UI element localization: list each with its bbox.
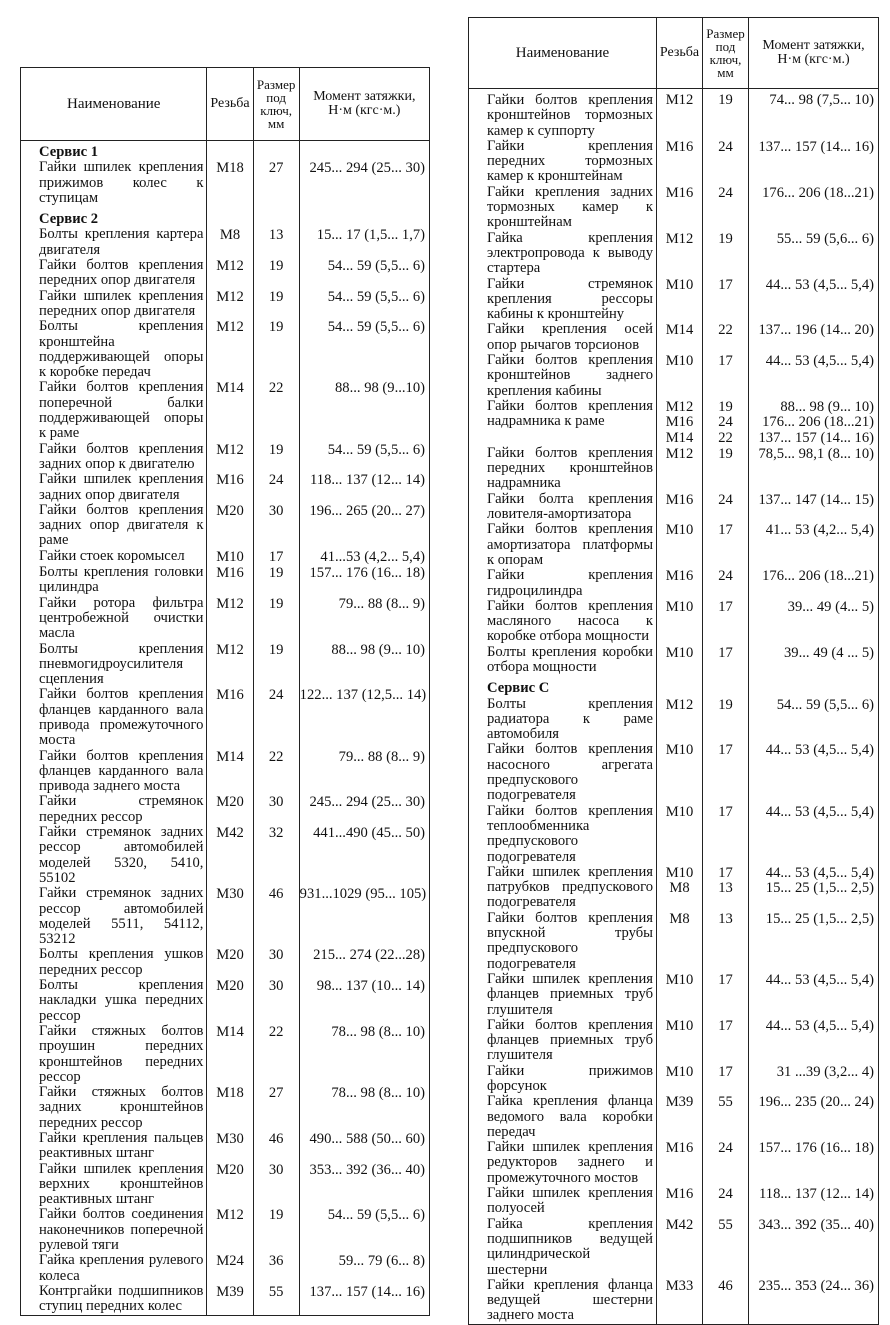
thread-cell: M12	[657, 446, 703, 492]
torque-cell: 44... 53 (4,5... 5,4)	[749, 742, 879, 803]
thread-cell: M16	[657, 185, 703, 231]
thread-cell: M12	[657, 231, 703, 277]
fastener-name-cell: Гайки прижимов форсунок	[469, 1064, 657, 1095]
table-row	[469, 1064, 879, 1095]
table-row	[21, 442, 430, 473]
fastener-name-cell: Гайка крепления электропровода к выводу стартера	[469, 231, 657, 277]
section-heading-row	[21, 206, 430, 227]
thread-cell: M39	[657, 1094, 703, 1140]
key-size-cell: 17	[703, 599, 749, 645]
fastener-name-cell: Гайки шпилек крепления задних опор двигателя	[21, 472, 207, 503]
table-row	[469, 697, 879, 743]
table-row	[469, 645, 879, 676]
fastener-name-cell: Гайки болтов крепления фланцев карданного вала привода заднего моста	[21, 749, 207, 795]
torque-cell: 215... 274 (22...28)	[299, 947, 429, 978]
fastener-name-cell: Гайки болтов крепления амортизатора платформы к опорам	[469, 522, 657, 568]
fastener-name-cell: Гайки болтов крепления фланцев приемных труб глушителя	[469, 1018, 657, 1064]
fastener-name-cell: Гайки ротора фильтра центробежной очистки масла	[21, 596, 207, 642]
fastener-name-cell: Гайки болтов крепления надрамника к раме	[469, 399, 657, 446]
key-size-cell: 17	[703, 1064, 749, 1095]
thread-cell: M10	[657, 522, 703, 568]
torque-cell: 343... 392 (35... 40)	[749, 1217, 879, 1278]
table-row	[21, 1162, 430, 1208]
table-row	[21, 642, 430, 688]
torque-cell: 137... 157 (14... 16)	[299, 1284, 429, 1315]
table-body-right	[469, 89, 879, 1325]
torque-cell: 157... 176 (16... 18)	[749, 1140, 879, 1186]
table-row	[21, 503, 430, 549]
fastener-name-cell: Гайки стремянок задних рессор автомобилей моделей 5511, 54112, 53212	[21, 886, 207, 947]
thread-cell: M10	[657, 277, 703, 323]
thread-cell: M20	[207, 794, 253, 825]
fastener-name-cell: Гайки шпилек крепления передних опор двигателя	[21, 289, 207, 320]
fastener-name-cell: Гайки болтов крепления кронштейнов заднего крепления кабины	[469, 353, 657, 399]
fastener-name-cell: Гайки шпилек крепления прижимов колес к ступицам	[21, 160, 207, 206]
thread-cell: M14	[207, 1024, 253, 1085]
column-header-thread: Резьба	[657, 18, 703, 89]
key-size-cell: 19	[253, 596, 299, 642]
key-size-cell: 55	[703, 1217, 749, 1278]
key-size-cell: 19	[253, 1207, 299, 1253]
thread-cell: M16	[207, 687, 253, 748]
thread-cell: M20	[207, 947, 253, 978]
thread-cell: M39	[207, 1284, 253, 1315]
fastener-name-cell: Гайки болтов крепления задних опор двигателя к раме	[21, 503, 207, 549]
thread-cell: M12	[207, 319, 253, 380]
table-row	[21, 1131, 430, 1162]
table-row	[469, 1278, 879, 1324]
key-size-cell: 46	[253, 1131, 299, 1162]
table-row	[469, 399, 879, 446]
thread-cell: M10	[657, 645, 703, 676]
table-row	[21, 1024, 430, 1085]
thread-cell: M20	[207, 503, 253, 549]
key-size-cell: 17	[253, 549, 299, 565]
torque-cell: 137... 196 (14... 20)	[749, 322, 879, 353]
torque-cell: 44... 53 (4,5... 5,4) 15... 25 (1,5... 2,5)	[749, 865, 879, 911]
thread-cell: M10	[207, 549, 253, 565]
key-size-cell: 24	[253, 472, 299, 503]
fastener-name-cell: Гайки крепления пальцев реактивных штанг	[21, 1131, 207, 1162]
section-heading: Сервис 1	[21, 141, 207, 161]
fastener-name-cell: Гайки шпилек крепления редукторов заднего и промежуточного мостов	[469, 1140, 657, 1186]
table-body-left	[21, 141, 430, 1316]
fastener-name-cell: Гайки болтов крепления насосного агрегата предпускового подогревателя	[469, 742, 657, 803]
key-size-cell: 27	[253, 160, 299, 206]
thread-cell: M16	[657, 492, 703, 523]
fastener-name-cell: Гайки болтов соединения наконечников поперечной рулевой тяги	[21, 1207, 207, 1253]
key-size-cell: 27	[253, 1085, 299, 1131]
torque-cell: 78... 98 (8... 10)	[299, 1024, 429, 1085]
empty-cell	[207, 141, 253, 161]
key-size-cell: 19	[703, 231, 749, 277]
table-row	[21, 886, 430, 947]
thread-cell: M12	[207, 442, 253, 473]
thread-cell: M10	[657, 804, 703, 865]
thread-cell: M16	[657, 1186, 703, 1217]
thread-cell: M10	[657, 972, 703, 1018]
table-row	[21, 947, 430, 978]
key-size-cell: 24	[703, 1186, 749, 1217]
key-size-cell: 30	[253, 978, 299, 1024]
torque-cell: 78... 98 (8... 10)	[299, 1085, 429, 1131]
table-row	[21, 549, 430, 565]
key-size-cell: 17	[703, 522, 749, 568]
torque-cell: 44... 53 (4,5... 5,4)	[749, 277, 879, 323]
torque-cell: 15... 17 (1,5... 1,7)	[299, 227, 429, 258]
thread-cell: M30	[207, 886, 253, 947]
thread-cell: M12	[657, 89, 703, 139]
torque-cell: 78,5... 98,1 (8... 10)	[749, 446, 879, 492]
thread-cell: M16	[657, 139, 703, 185]
key-size-cell: 30	[253, 503, 299, 549]
table-row	[21, 258, 430, 289]
torque-cell: 157... 176 (16... 18)	[299, 565, 429, 596]
table-row	[469, 353, 879, 399]
thread-cell: M8	[207, 227, 253, 258]
fastener-name-cell: Гайки крепления гидроцилиндра	[469, 568, 657, 599]
torque-table-right	[468, 17, 879, 1325]
table-row	[469, 322, 879, 353]
torque-cell: 88... 98 (9... 10)	[299, 642, 429, 688]
table-row	[21, 565, 430, 596]
torque-cell: 54... 59 (5,5... 6)	[299, 442, 429, 473]
torque-cell: 353... 392 (36... 40)	[299, 1162, 429, 1208]
key-size-cell: 22	[253, 749, 299, 795]
table-row	[469, 89, 879, 139]
thread-cell: M42	[207, 825, 253, 886]
key-size-cell: 24	[703, 185, 749, 231]
fastener-name-cell: Гайки стяжных болтов задних кронштейнов передних рессор	[21, 1085, 207, 1131]
key-size-cell: 19 24 22	[703, 399, 749, 446]
fastener-name-cell: Болты крепления накладки ушка передних рессор	[21, 978, 207, 1024]
key-size-cell: 17	[703, 277, 749, 323]
table-row	[469, 446, 879, 492]
section-heading: Сервис 2	[21, 206, 207, 227]
torque-cell: 15... 25 (1,5... 2,5)	[749, 911, 879, 972]
section-heading-row	[469, 675, 879, 696]
thread-cell: M14	[657, 322, 703, 353]
table-row	[469, 139, 879, 185]
torque-cell: 54... 59 (5,5... 6)	[299, 289, 429, 320]
table-row	[469, 911, 879, 972]
fastener-name-cell: Болты крепления коробки отбора мощности	[469, 645, 657, 676]
key-size-cell: 19	[703, 697, 749, 743]
torque-cell: 54... 59 (5,5... 6)	[299, 258, 429, 289]
torque-cell: 88... 98 (9... 10) 176... 206 (18...21) 137... 157 (14... 16)	[749, 399, 879, 446]
torque-cell: 41...53 (4,2... 5,4)	[299, 549, 429, 565]
key-size-cell: 17	[703, 972, 749, 1018]
table-row	[469, 742, 879, 803]
fastener-name-cell: Гайка крепления фланца ведомого вала коробки передач	[469, 1094, 657, 1140]
thread-cell: M16	[657, 1140, 703, 1186]
torque-cell: 137... 157 (14... 16)	[749, 139, 879, 185]
thread-cell: M16	[207, 565, 253, 596]
table-row	[469, 865, 879, 911]
thread-cell: M12	[207, 596, 253, 642]
empty-cell	[253, 206, 299, 227]
torque-cell: 59... 79 (6... 8)	[299, 1253, 429, 1284]
table-row	[21, 319, 430, 380]
key-size-cell: 19	[253, 642, 299, 688]
key-size-cell: 24	[703, 568, 749, 599]
thread-cell: M16	[207, 472, 253, 503]
table-row	[21, 749, 430, 795]
torque-cell: 931...1029 (95... 105)	[299, 886, 429, 947]
thread-cell: M18	[207, 160, 253, 206]
thread-cell: M20	[207, 1162, 253, 1208]
column-header-key-size: Размер под ключ, мм	[703, 18, 749, 89]
key-size-cell: 17	[703, 804, 749, 865]
key-size-cell: 32	[253, 825, 299, 886]
torque-cell: 122... 137 (12,5... 14)	[299, 687, 429, 748]
torque-cell: 79... 88 (8... 9)	[299, 596, 429, 642]
key-size-cell: 19	[703, 89, 749, 139]
key-size-cell: 19	[253, 319, 299, 380]
table-row	[469, 568, 879, 599]
table-row	[21, 794, 430, 825]
key-size-cell: 30	[253, 1162, 299, 1208]
column-header-torque: Момент затяжки, Н·м (кгс·м.)	[749, 18, 879, 89]
thread-cell: M33	[657, 1278, 703, 1324]
fastener-name-cell: Болты крепления ушков передних рессор	[21, 947, 207, 978]
thread-cell: M12	[207, 642, 253, 688]
thread-cell: M12	[657, 697, 703, 743]
torque-cell: 44... 53 (4,5... 5,4)	[749, 353, 879, 399]
thread-cell: M10	[657, 599, 703, 645]
key-size-cell: 13	[253, 227, 299, 258]
fastener-name-cell: Гайки болтов крепления передних опор двигателя	[21, 258, 207, 289]
fastener-name-cell: Гайки болтов крепления впускной трубы предпускового подогревателя	[469, 911, 657, 972]
table-row	[469, 804, 879, 865]
fastener-name-cell: Гайки болтов крепления кронштейнов тормозных камер к суппорту	[469, 89, 657, 139]
torque-cell: 54... 59 (5,5... 6)	[749, 697, 879, 743]
empty-cell	[703, 675, 749, 696]
fastener-name-cell: Гайка крепления рулевого колеса	[21, 1253, 207, 1284]
table-row	[21, 380, 430, 441]
column-header-key-size: Размер под ключ, мм	[253, 68, 299, 141]
empty-cell	[749, 675, 879, 696]
torque-cell: 245... 294 (25... 30)	[299, 160, 429, 206]
table-row	[469, 1217, 879, 1278]
key-size-cell: 17	[703, 742, 749, 803]
key-size-cell: 19	[703, 446, 749, 492]
torque-cell: 235... 353 (24... 36)	[749, 1278, 879, 1324]
key-size-cell: 24	[703, 492, 749, 523]
torque-cell: 44... 53 (4,5... 5,4)	[749, 972, 879, 1018]
thread-cell: M12	[207, 1207, 253, 1253]
table-row	[469, 522, 879, 568]
key-size-cell: 46	[703, 1278, 749, 1324]
thread-cell: M16	[657, 568, 703, 599]
table-row	[469, 1018, 879, 1064]
torque-cell: 98... 137 (10... 14)	[299, 978, 429, 1024]
fastener-name-cell: Гайки шпилек крепления полуосей	[469, 1186, 657, 1217]
fastener-name-cell: Гайки стремянок передних рессор	[21, 794, 207, 825]
key-size-cell: 19	[253, 442, 299, 473]
key-size-cell: 24	[703, 1140, 749, 1186]
torque-cell: 74... 98 (7,5... 10)	[749, 89, 879, 139]
thread-cell: M18	[207, 1085, 253, 1131]
torque-cell: 88... 98 (9...10)	[299, 380, 429, 441]
fastener-name-cell: Гайка крепления подшипников ведущей цилиндрической шестерни	[469, 1217, 657, 1278]
key-size-cell: 30	[253, 794, 299, 825]
thread-cell: M42	[657, 1217, 703, 1278]
fastener-name-cell: Гайки крепления фланца ведущей шестерни заднего моста	[469, 1278, 657, 1324]
column-header-thread: Резьба	[207, 68, 253, 141]
key-size-cell: 13	[703, 911, 749, 972]
key-size-cell: 19	[253, 565, 299, 596]
torque-cell: 490... 588 (50... 60)	[299, 1131, 429, 1162]
fastener-name-cell: Гайки болтов крепления поперечной балки поддерживающей опоры к раме	[21, 380, 207, 441]
key-size-cell: 19	[253, 258, 299, 289]
torque-cell: 54... 59 (5,5... 6)	[299, 1207, 429, 1253]
column-header-torque: Момент затяжки, Н·м (кгс·м.)	[299, 68, 429, 141]
table-row	[21, 687, 430, 748]
fastener-name-cell: Гайки болта крепления ловителя-амортизатора	[469, 492, 657, 523]
key-size-cell: 36	[253, 1253, 299, 1284]
fastener-name-cell: Болты крепления кронштейна поддерживающей опоры к коробке передач	[21, 319, 207, 380]
table-row	[21, 978, 430, 1024]
fastener-name-cell: Гайки болтов крепления теплообменника предпускового подогревателя	[469, 804, 657, 865]
fastener-name-cell: Гайки стремянок крепления рессоры кабины к кронштейну	[469, 277, 657, 323]
table-row	[21, 1207, 430, 1253]
empty-cell	[299, 141, 429, 161]
empty-cell	[207, 206, 253, 227]
fastener-name-cell: Гайки крепления осей опор рычагов торсионов	[469, 322, 657, 353]
key-size-cell: 22	[253, 380, 299, 441]
key-size-cell: 22	[253, 1024, 299, 1085]
table-row	[469, 1094, 879, 1140]
thread-cell: M30	[207, 1131, 253, 1162]
key-size-cell: 17	[703, 1018, 749, 1064]
key-size-cell: 17 13	[703, 865, 749, 911]
table-row	[21, 160, 430, 206]
empty-cell	[253, 141, 299, 161]
table-row	[21, 227, 430, 258]
thread-cell: M10 M8	[657, 865, 703, 911]
fastener-name-cell: Болты крепления картера двигателя	[21, 227, 207, 258]
table-row	[469, 231, 879, 277]
torque-cell: 54... 59 (5,5... 6)	[299, 319, 429, 380]
torque-cell: 118... 137 (12... 14)	[749, 1186, 879, 1217]
key-size-cell: 22	[703, 322, 749, 353]
key-size-cell: 55	[253, 1284, 299, 1315]
key-size-cell: 30	[253, 947, 299, 978]
table-row	[21, 472, 430, 503]
thread-cell: M10	[657, 742, 703, 803]
table-row	[469, 599, 879, 645]
torque-cell: 44... 53 (4,5... 5,4)	[749, 1018, 879, 1064]
torque-cell: 79... 88 (8... 9)	[299, 749, 429, 795]
table-row	[21, 596, 430, 642]
table-row	[469, 492, 879, 523]
table-row	[469, 277, 879, 323]
thread-cell: M14	[207, 749, 253, 795]
torque-cell: 39... 49 (4 ... 5)	[749, 645, 879, 676]
fastener-name-cell: Гайки болтов крепления передних кронштейнов надрамника	[469, 446, 657, 492]
column-header-name: Наименование	[21, 68, 207, 141]
key-size-cell: 17	[703, 645, 749, 676]
thread-cell: M24	[207, 1253, 253, 1284]
thread-cell: M12 M16 M14	[657, 399, 703, 446]
thread-cell: M12	[207, 258, 253, 289]
thread-cell: M20	[207, 978, 253, 1024]
fastener-name-cell: Болты крепления радиатора к раме автомобиля	[469, 697, 657, 743]
fastener-name-cell: Болты крепления пневмогидроусилителя сцепления	[21, 642, 207, 688]
table-row	[21, 1284, 430, 1315]
fastener-name-cell: Гайки стоек коромысел	[21, 549, 207, 565]
fastener-name-cell: Гайки болтов крепления масляного насоса к коробке отбора мощности	[469, 599, 657, 645]
fastener-name-cell: Гайки шпилек крепления патрубков предпускового подогревателя	[469, 865, 657, 911]
thread-cell: M10	[657, 353, 703, 399]
torque-cell: 41... 53 (4,2... 5,4)	[749, 522, 879, 568]
thread-cell: M12	[207, 289, 253, 320]
torque-cell: 39... 49 (4... 5)	[749, 599, 879, 645]
table-row	[21, 825, 430, 886]
fastener-name-cell: Гайки болтов крепления фланцев карданного вала привода промежуточного моста	[21, 687, 207, 748]
table-row	[469, 1186, 879, 1217]
table-row	[21, 1253, 430, 1284]
thread-cell: M10	[657, 1018, 703, 1064]
fastener-name-cell: Гайки шпилек крепления верхних кронштейнов реактивных штанг	[21, 1162, 207, 1208]
torque-cell: 137... 147 (14... 15)	[749, 492, 879, 523]
thread-cell: M14	[207, 380, 253, 441]
fastener-name-cell: Гайки стяжных болтов проушин передних кронштейнов передних рессор	[21, 1024, 207, 1085]
torque-cell: 245... 294 (25... 30)	[299, 794, 429, 825]
key-size-cell: 24	[253, 687, 299, 748]
torque-cell: 118... 137 (12... 14)	[299, 472, 429, 503]
table-row	[21, 289, 430, 320]
key-size-cell: 46	[253, 886, 299, 947]
thread-cell: M10	[657, 1064, 703, 1095]
section-heading-row	[21, 141, 430, 161]
torque-cell: 441...490 (45... 50)	[299, 825, 429, 886]
section-heading: Сервис С	[469, 675, 657, 696]
fastener-name-cell: Гайки крепления передних тормозных камер к кронштейнам	[469, 139, 657, 185]
empty-cell	[299, 206, 429, 227]
fastener-name-cell: Контргайки подшипников ступиц передних колес	[21, 1284, 207, 1315]
thread-cell: M8	[657, 911, 703, 972]
torque-cell: 55... 59 (5,6... 6)	[749, 231, 879, 277]
torque-table-left	[20, 67, 430, 1316]
torque-cell: 176... 206 (18...21)	[749, 185, 879, 231]
empty-cell	[657, 675, 703, 696]
key-size-cell: 24	[703, 139, 749, 185]
torque-cell: 196... 235 (20... 24)	[749, 1094, 879, 1140]
torque-cell: 31 ...39 (3,2... 4)	[749, 1064, 879, 1095]
fastener-name-cell: Гайки шпилек крепления фланцев приемных труб глушителя	[469, 972, 657, 1018]
torque-cell: 196... 265 (20... 27)	[299, 503, 429, 549]
torque-cell: 44... 53 (4,5... 5,4)	[749, 804, 879, 865]
fastener-name-cell: Болты крепления головки цилиндра	[21, 565, 207, 596]
fastener-name-cell: Гайки крепления задних тормозных камер к кронштейнам	[469, 185, 657, 231]
key-size-cell: 17	[703, 353, 749, 399]
column-header-name: Наименование	[469, 18, 657, 89]
table-row	[469, 1140, 879, 1186]
fastener-name-cell: Гайки болтов крепления задних опор к двигателю	[21, 442, 207, 473]
fastener-name-cell: Гайки стремянок задних рессор автомобилей моделей 5320, 5410, 55102	[21, 825, 207, 886]
table-row	[469, 972, 879, 1018]
torque-cell: 176... 206 (18...21)	[749, 568, 879, 599]
key-size-cell: 55	[703, 1094, 749, 1140]
key-size-cell: 19	[253, 289, 299, 320]
table-row	[21, 1085, 430, 1131]
table-row	[469, 185, 879, 231]
